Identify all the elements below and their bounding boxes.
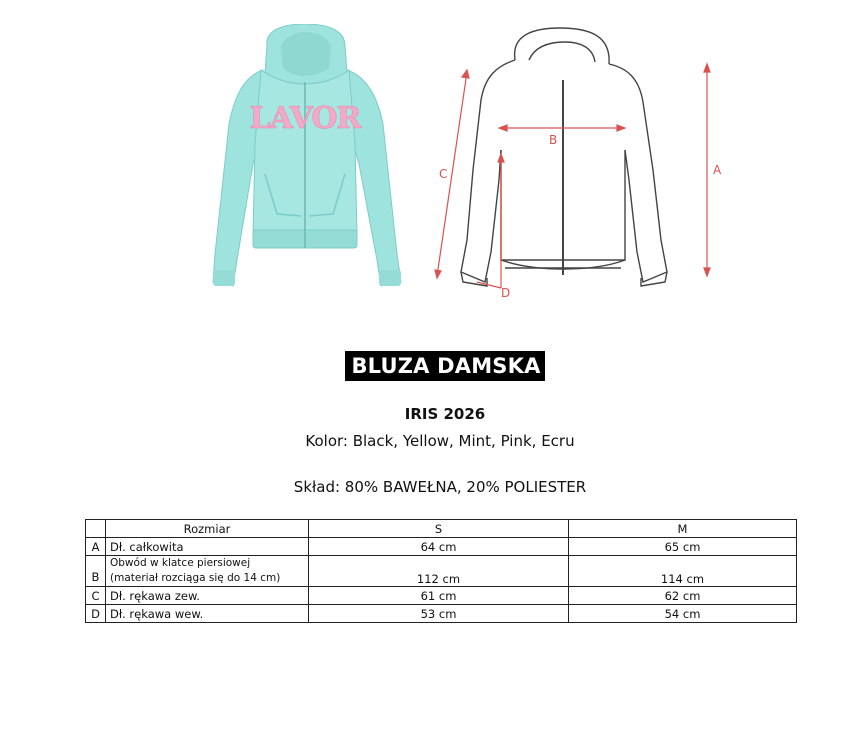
size-table [85, 519, 797, 623]
diagram-label-b: B [549, 133, 558, 147]
row-measure-name [106, 556, 309, 587]
diagram-label-d: D [501, 286, 511, 300]
row-value-m: 114 cm [569, 556, 797, 587]
row-letter: A [86, 538, 106, 556]
product-title: BLUZA DAMSKA [345, 351, 544, 381]
product-model: IRIS 2026 [404, 405, 486, 423]
row-measure-name-line2: (materiał rozciąga się do 14 cm) [110, 572, 281, 584]
diagram-label-c: C [439, 167, 448, 181]
table-row [86, 556, 797, 587]
row-value-m: 65 cm [569, 538, 797, 556]
header-size-m: M [569, 520, 797, 538]
size-table-header [86, 520, 797, 538]
row-measure-name: Dł. rękawa zew. [106, 587, 309, 605]
header-size-s: S [309, 520, 569, 538]
table-row [86, 538, 797, 556]
product-composition: Skład: 80% BAWEŁNA, 20% POLIESTER [293, 478, 587, 496]
hoodie-print-text: LAVOR [249, 101, 361, 136]
diagram-label-a: A [713, 163, 722, 177]
row-value-s: 61 cm [309, 587, 569, 605]
table-row [86, 605, 797, 623]
title-wrap [0, 351, 855, 381]
row-value-m: 62 cm [569, 587, 797, 605]
row-measure-name-line1: Obwód w klatce piersiowej [110, 557, 251, 569]
header-letter [86, 520, 106, 538]
row-value-s: 53 cm [309, 605, 569, 623]
row-value-m: 54 cm [569, 605, 797, 623]
header-size-label: Rozmiar [106, 520, 309, 538]
product-photo [205, 24, 405, 294]
row-value-s: 64 cm [309, 538, 569, 556]
row-letter: D [86, 605, 106, 623]
table-row [86, 587, 797, 605]
row-measure-name: Dł. rękawa wew. [106, 605, 309, 623]
row-letter: C [86, 587, 106, 605]
row-value-s: 112 cm [309, 556, 569, 587]
measurement-diagram [425, 20, 730, 300]
row-measure-name: Dł. całkowita [106, 538, 309, 556]
row-letter: B [86, 556, 106, 587]
product-colors: Kolor: Black, Yellow, Mint, Pink, Ecru [305, 432, 575, 450]
